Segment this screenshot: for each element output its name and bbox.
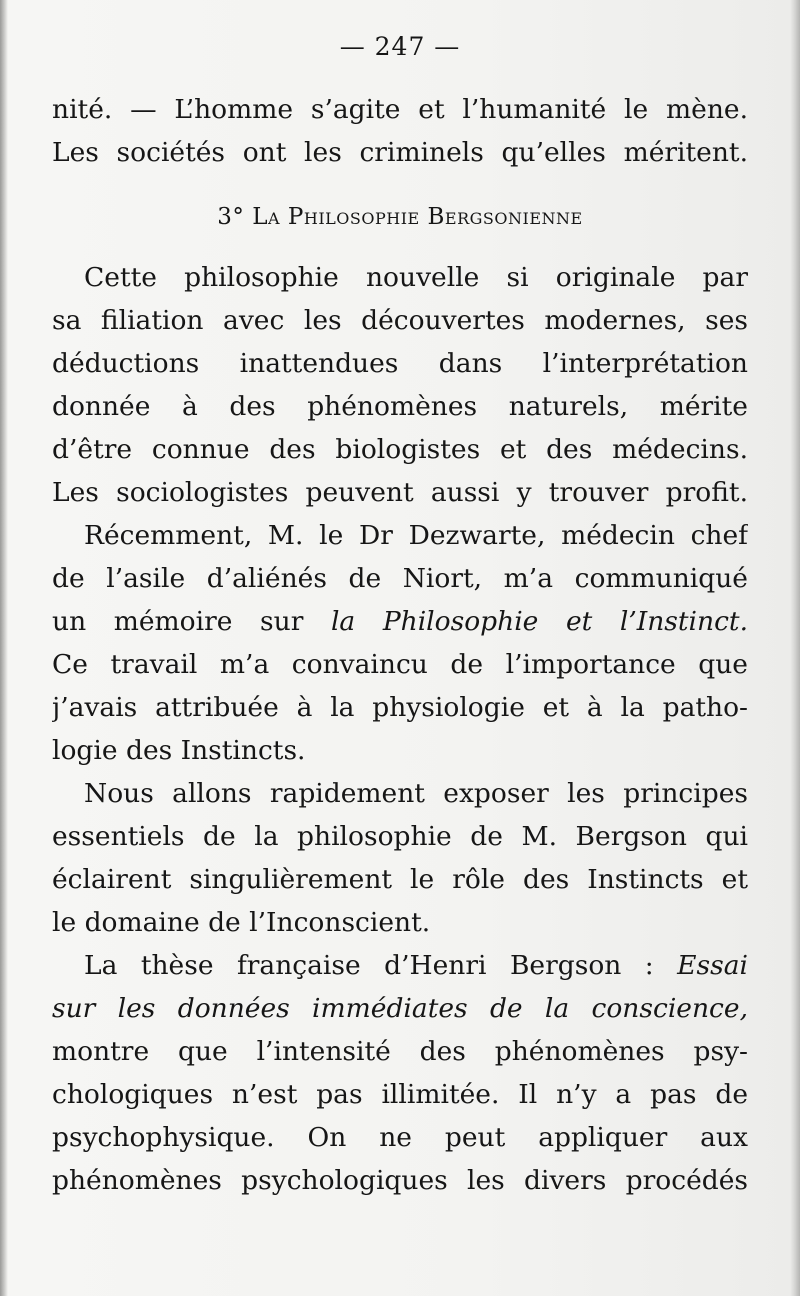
text-line: déductions inattendues dans l’interprétation <box>52 348 748 379</box>
text-line: le domaine de l’Inconscient. <box>52 907 431 938</box>
section-title-word-1-rest: a <box>268 204 281 230</box>
text-line: sur les données immédiates de la conscience, <box>52 993 748 1024</box>
text-line: psychophysique. On ne peut appliquer aux <box>52 1122 748 1153</box>
section-title-word-3-rest: ergsonienne <box>444 204 583 230</box>
section-number: 3° <box>217 204 245 230</box>
text-line: Les sociétés ont les criminels qu’elles méritent. <box>52 137 748 168</box>
text-line: Les sociologistes peuvent aussi y trouver profit. <box>52 477 748 508</box>
text-fragment: La thèse française d’Henri Bergson : <box>84 950 678 981</box>
section-title-word-3-initial: B <box>427 204 445 230</box>
italic-title: Essai <box>677 950 748 981</box>
text-line: logie des Instincts. <box>52 735 306 766</box>
page-text <box>52 30 748 1202</box>
text-line: d’être connue des biologistes et des médecins. <box>52 434 748 465</box>
text-line: Cette philosophie nouvelle si originale par <box>84 262 748 293</box>
section-title <box>52 202 748 232</box>
text-fragment: un mémoire sur <box>52 606 331 637</box>
section-title-word-2-rest: hilosophie <box>303 204 420 230</box>
text-line: nité. — L’homme s’agite et l’humanité le mène. <box>52 94 748 125</box>
section-title-word-2-initial: P <box>287 204 304 230</box>
text-line: de l’asile d’aliénés de Niort, m’a communiqué <box>52 563 748 594</box>
text-line: essentiels de la philosophie de M. Bergson qui <box>52 821 748 852</box>
text-line: j’avais attribuée à la physiologie et à la patho- <box>52 692 748 723</box>
text-line: sa filiation avec les découvertes modernes, ses <box>52 305 748 336</box>
text-line <box>52 944 748 987</box>
italic-title: la Philosophie et l’Instinct. <box>330 606 748 637</box>
text-line: montre que l’intensité des phénomènes psy- <box>52 1036 748 1067</box>
text-line: chologiques n’est pas illimitée. Il n’y a pas de <box>52 1079 748 1110</box>
page-left-shadow <box>0 0 8 1296</box>
text-line <box>52 600 748 643</box>
section-title-word-1-initial: L <box>252 204 269 230</box>
text-line: Récemment, M. le Dr Dezwarte, médecin chef <box>84 520 748 551</box>
text-line: Nous allons rapidement exposer les principes <box>84 778 748 809</box>
text-line: Ce travail m’a convaincu de l’importance que <box>52 649 748 680</box>
text-line: donnée à des phénomènes naturels, mérite <box>52 391 748 422</box>
text-line: phénomènes psychologiques les divers procédés <box>52 1165 748 1196</box>
page-number: — 247 — <box>339 32 461 61</box>
page-right-shadow <box>790 0 800 1296</box>
text-line: éclairent singulièrement le rôle des Instincts et <box>52 864 748 895</box>
